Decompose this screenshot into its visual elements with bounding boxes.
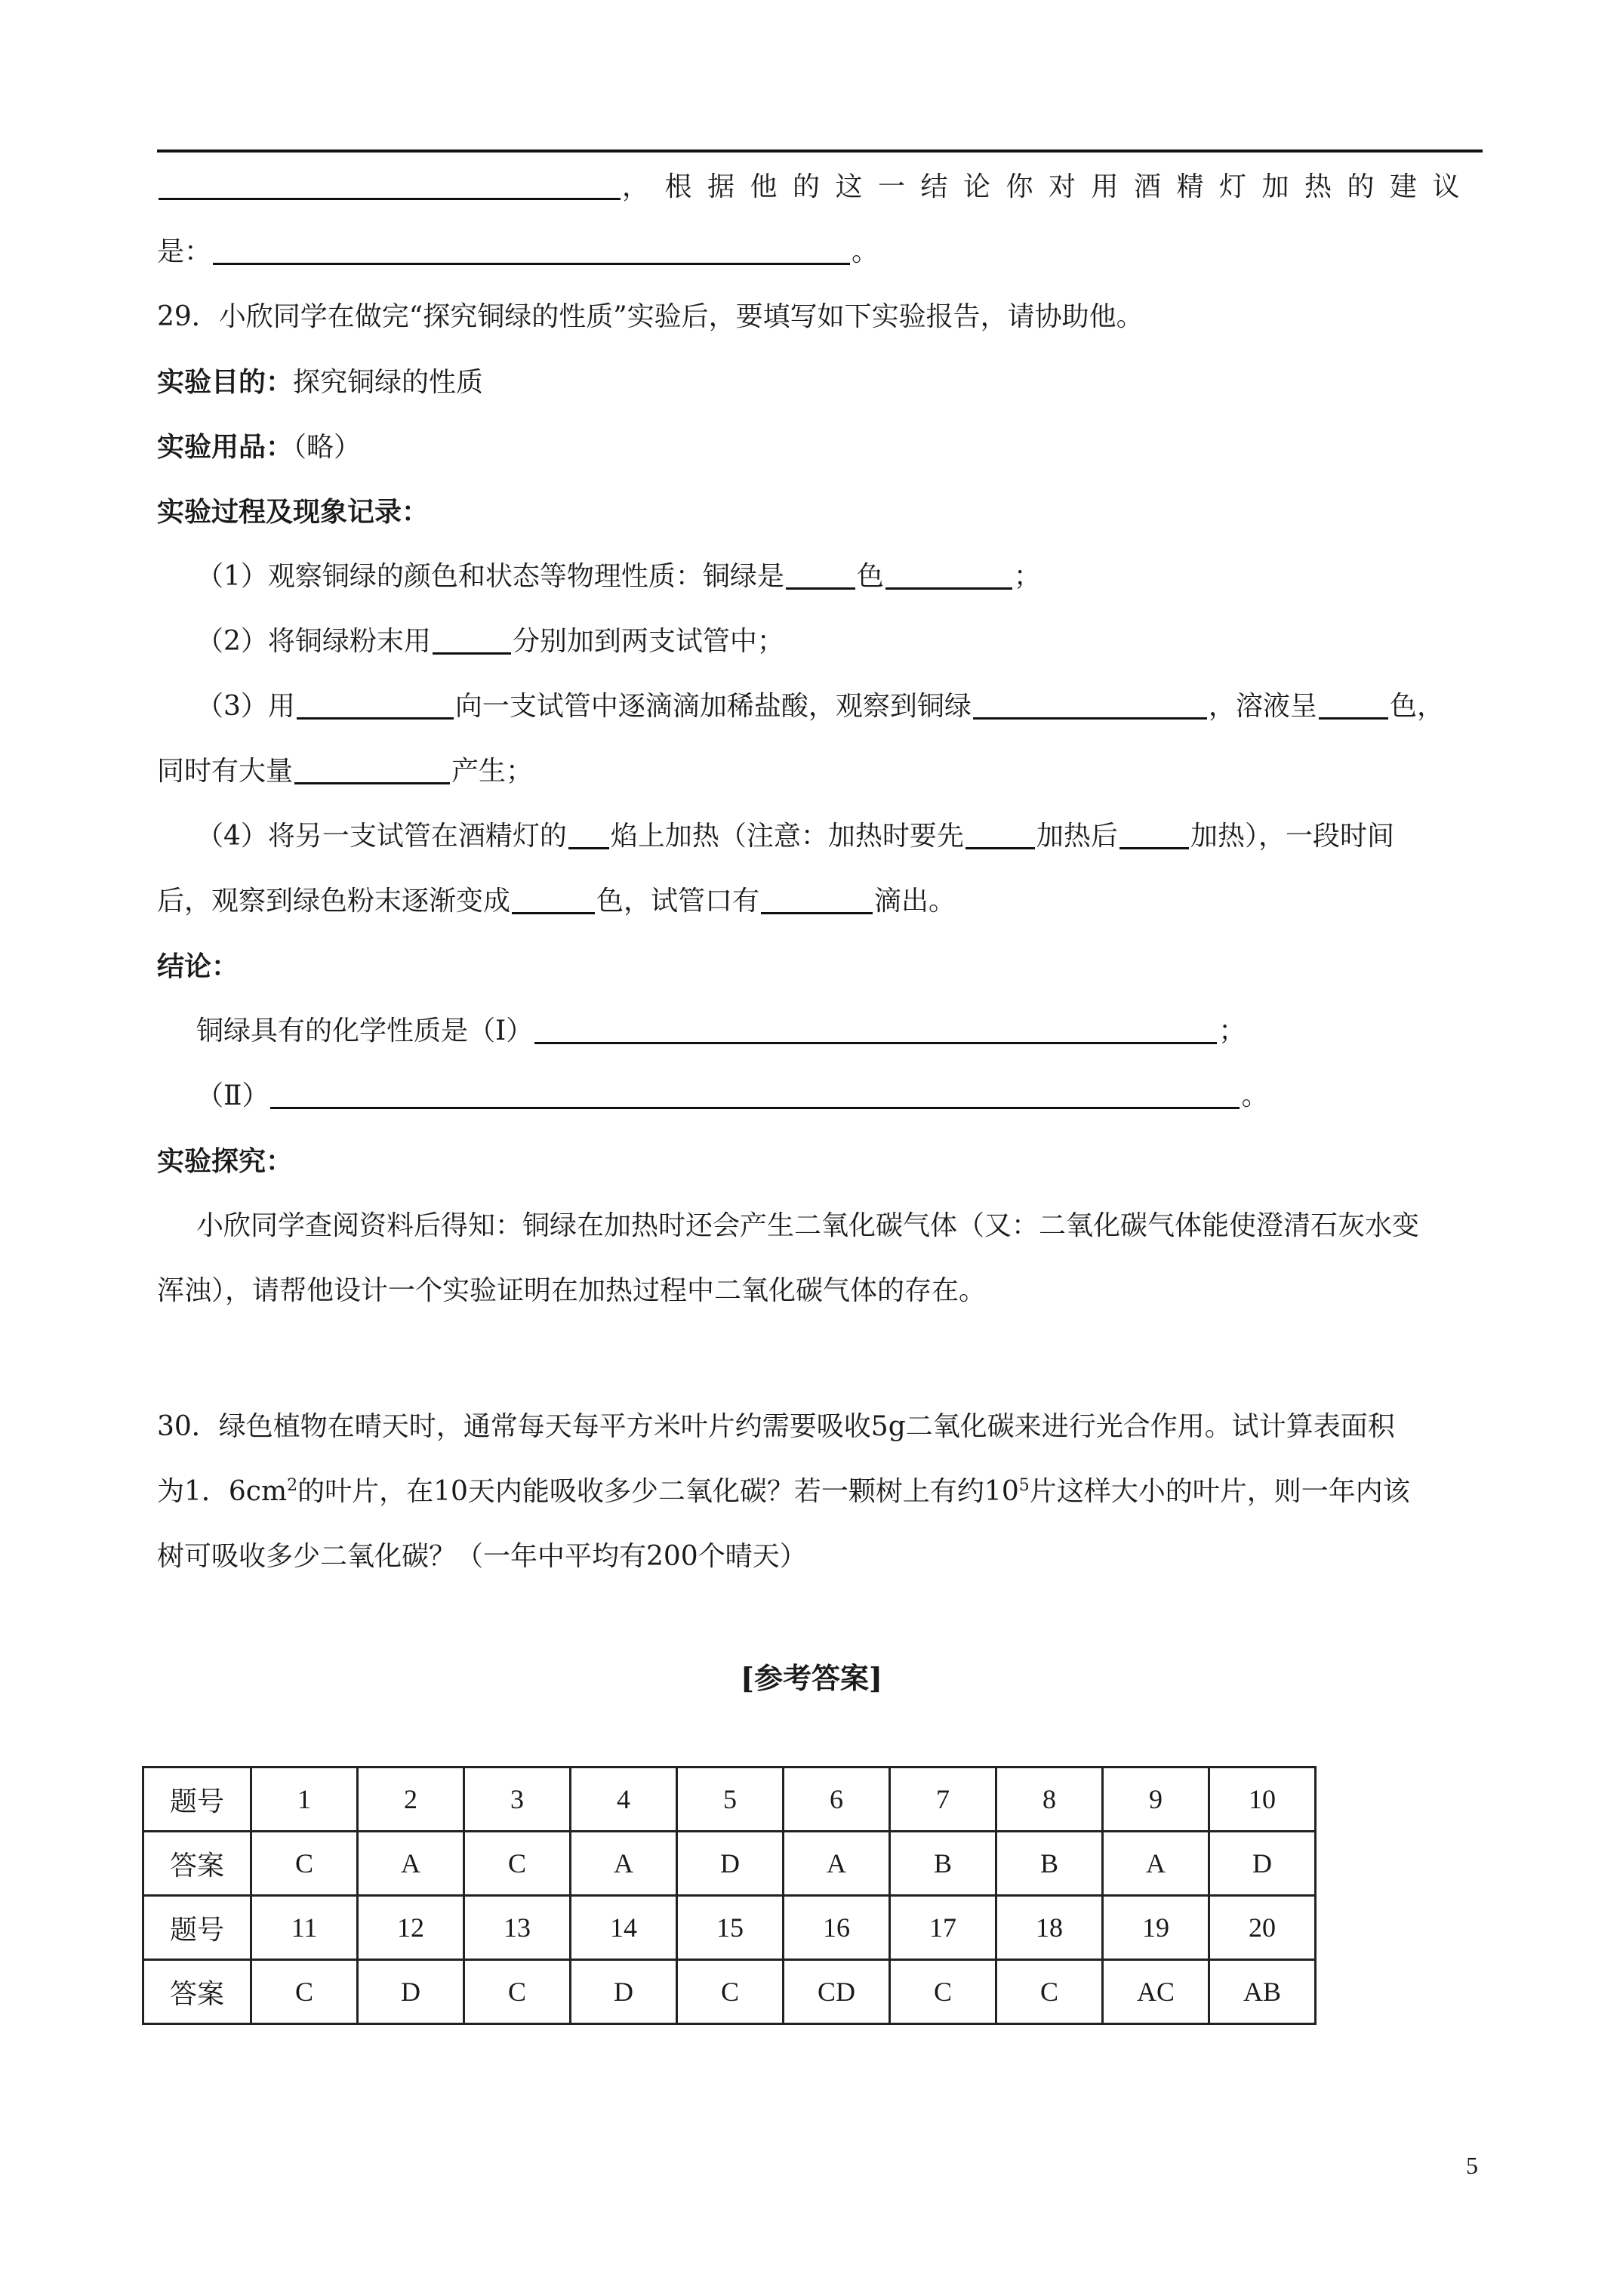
page-number: 5 bbox=[1466, 2152, 1478, 2179]
q28-prefix: 是： bbox=[157, 236, 212, 267]
answer-blank[interactable] bbox=[270, 1080, 1240, 1109]
answer-title: [参考答案] bbox=[741, 1661, 882, 1695]
table-row-header: 答案 bbox=[143, 1832, 251, 1896]
table-cell: C bbox=[677, 1960, 784, 2024]
table-cell: B bbox=[996, 1832, 1103, 1896]
q30-line3: 树可吸收多少二氧化碳？（一年中平均有200个晴天） bbox=[157, 1541, 807, 1572]
table-cell: 16 bbox=[784, 1896, 890, 1960]
table-cell: C bbox=[996, 1960, 1103, 2024]
answer-blank[interactable] bbox=[761, 885, 873, 914]
q29-explore-line2: 浑浊），请帮他设计一个实验证明在加热过程中二氧化碳气体的存在。 bbox=[157, 1275, 987, 1306]
q29-explore-label: 实验探究： bbox=[157, 1145, 294, 1177]
table-cell: 6 bbox=[784, 1767, 890, 1832]
table-cell: C bbox=[890, 1960, 996, 2024]
table-row-header: 答案 bbox=[143, 1960, 251, 2024]
answer-blank[interactable] bbox=[1319, 690, 1388, 720]
q28-line2 bbox=[157, 236, 1483, 269]
table-row-header: 题号 bbox=[143, 1767, 251, 1832]
top-rule bbox=[157, 149, 1483, 153]
answer-blank[interactable] bbox=[213, 236, 850, 265]
table-cell: 7 bbox=[890, 1767, 996, 1832]
table-cell: 11 bbox=[251, 1896, 358, 1960]
table-cell: 13 bbox=[464, 1896, 571, 1960]
q29-step3-line1: （3）用 向一支试管中逐滴滴加稀盐酸，观察到铜绿 ，溶液呈 色， bbox=[196, 691, 1444, 722]
purpose-text: 探究铜绿的性质 bbox=[293, 367, 484, 398]
q29-conclusion-1: 铜绿具有的化学性质是（Ⅰ） ； bbox=[196, 1015, 1246, 1046]
table-cell: 8 bbox=[996, 1767, 1103, 1832]
table-cell: D bbox=[358, 1960, 464, 2024]
table-row-header: 题号 bbox=[143, 1896, 251, 1960]
table-cell: 9 bbox=[1103, 1767, 1209, 1832]
table-cell: D bbox=[571, 1960, 677, 2024]
table-cell: 20 bbox=[1209, 1896, 1316, 1960]
table-cell: B bbox=[890, 1832, 996, 1896]
table-cell: D bbox=[677, 1832, 784, 1896]
q29-process-label: 实验过程及现象记录： bbox=[157, 496, 430, 528]
q29-purpose bbox=[157, 365, 1483, 399]
table-cell: 5 bbox=[677, 1767, 784, 1832]
q29-stem: 29．小欣同学在做完“探究铜绿的性质”实验后，要填写如下实验报告，请协助他。 bbox=[157, 301, 1144, 332]
table-cell: 12 bbox=[358, 1896, 464, 1960]
q28-line1 bbox=[157, 171, 1483, 204]
table-cell: 1 bbox=[251, 1767, 358, 1832]
q30-line1: 30．绿色植物在晴天时，通常每天每平方米叶片约需要吸收5g二氧化碳来进行光合作用。试计算表面积 bbox=[157, 1411, 1395, 1442]
table-cell: A bbox=[1103, 1832, 1209, 1896]
table-cell: 18 bbox=[996, 1896, 1103, 1960]
answer-blank[interactable] bbox=[885, 560, 1012, 590]
table-row bbox=[143, 1767, 1316, 1832]
q29-conclusion-2: （Ⅱ） 。 bbox=[196, 1080, 1269, 1111]
table-cell: A bbox=[571, 1832, 677, 1896]
supplies-label: 实验用品： bbox=[157, 431, 294, 463]
q29-step4-line1: （4）将另一支试管在酒精灯的 焰上加热（注意：加热时要先 加热后 加热），一段时间 bbox=[196, 821, 1394, 852]
table-cell: 3 bbox=[464, 1767, 571, 1832]
q29-explore-line1: 小欣同学查阅资料后得知：铜绿在加热时还会产生二氧化碳气体（又：二氧化碳气体能使澄清石灰水变 bbox=[196, 1210, 1420, 1241]
q29-step1: （1）观察铜绿的颜色和状态等物理性质：铜绿是 色 ； bbox=[196, 561, 1041, 592]
table-row bbox=[143, 1960, 1316, 2024]
supplies-text: （略） bbox=[293, 432, 362, 463]
table-cell: 10 bbox=[1209, 1767, 1316, 1832]
table-cell: 17 bbox=[890, 1896, 996, 1960]
q28-text: ，根据他的这一结论你对用酒精灯加热的建议 bbox=[622, 171, 1476, 202]
table-cell: D bbox=[1209, 1832, 1316, 1896]
q29-step4-line2: 后，观察到绿色粉末逐渐变成 色，试管口有 滴出。 bbox=[157, 886, 956, 917]
answer-blank[interactable] bbox=[512, 885, 595, 914]
table-cell: CD bbox=[784, 1960, 890, 2024]
table-cell: 14 bbox=[571, 1896, 677, 1960]
table-cell: C bbox=[464, 1832, 571, 1896]
table-cell: AC bbox=[1103, 1960, 1209, 2024]
answer-blank[interactable] bbox=[568, 820, 609, 849]
answer-table bbox=[142, 1766, 1317, 2025]
table-cell: C bbox=[251, 1960, 358, 2024]
table-row bbox=[143, 1896, 1316, 1960]
answer-blank[interactable] bbox=[965, 820, 1035, 849]
table-cell: 4 bbox=[571, 1767, 677, 1832]
q29-step2: （2）将铜绿粉末用 分别加到两支试管中； bbox=[196, 626, 784, 657]
answer-blank[interactable] bbox=[534, 1015, 1217, 1044]
purpose-label: 实验目的： bbox=[157, 366, 294, 398]
answer-blank[interactable] bbox=[297, 690, 454, 720]
table-cell: 15 bbox=[677, 1896, 784, 1960]
q29-step3-line2: 同时有大量 产生； bbox=[157, 756, 534, 787]
table-cell: 2 bbox=[358, 1767, 464, 1832]
q29-conclusion-label: 结论： bbox=[157, 951, 239, 982]
q29-supplies bbox=[157, 430, 1483, 464]
table-cell: C bbox=[251, 1832, 358, 1896]
answer-blank[interactable] bbox=[159, 171, 621, 200]
answer-blank[interactable] bbox=[433, 625, 511, 655]
answer-blank[interactable] bbox=[1119, 820, 1189, 849]
table-cell: AB bbox=[1209, 1960, 1316, 2024]
answer-blank[interactable] bbox=[786, 560, 855, 590]
table-cell: 19 bbox=[1103, 1896, 1209, 1960]
table-row bbox=[143, 1832, 1316, 1896]
answer-blank[interactable] bbox=[294, 755, 450, 784]
answer-blank[interactable] bbox=[973, 690, 1207, 720]
table-cell: A bbox=[784, 1832, 890, 1896]
q28-end: 。 bbox=[852, 236, 879, 267]
q30-line2: 为1．$6cm^2$的叶片，在10天内能吸收多少二氧化碳？若一颗树上有约$10^5$片这样大小的叶片，则一年内该 bbox=[157, 1476, 1410, 1507]
table-cell: C bbox=[464, 1960, 571, 2024]
table-cell: A bbox=[358, 1832, 464, 1896]
